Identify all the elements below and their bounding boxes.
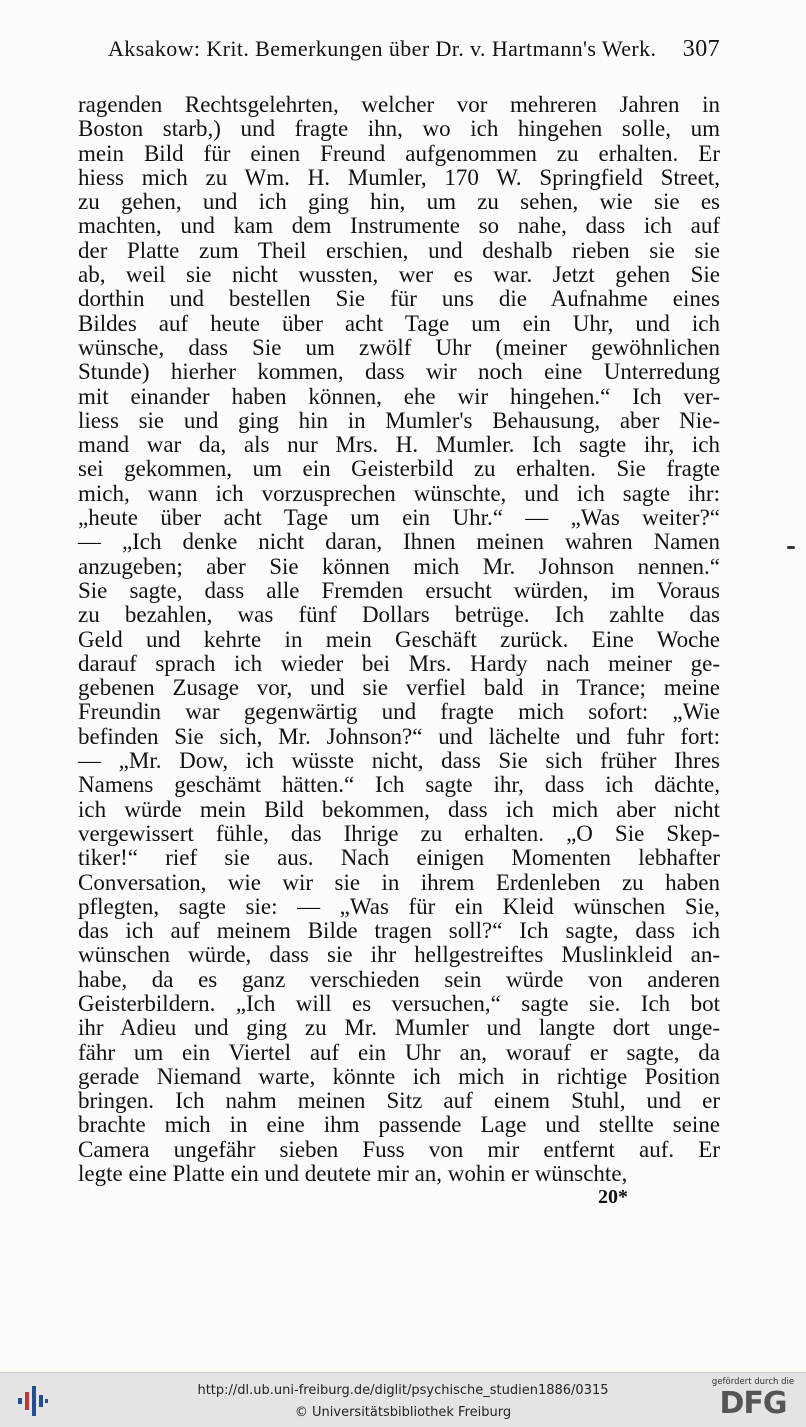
dfg-logo-text: DFG [719, 1386, 787, 1421]
body-text [78, 93, 720, 1186]
text-line: vergewissert fühle, das Ihrige zu erhalten. „O Sie Skep- [78, 820, 720, 846]
text-line: wünschen würde, dass sie ihr hellgestreiftes Muslinkleid an- [78, 942, 720, 968]
text-line: mein Bild für einen Freund aufgenommen zu erhalten. Er [78, 140, 720, 166]
page-number: 307 [682, 36, 720, 62]
text-line: dorthin und bestellen Sie für uns die Aufnahme eines [78, 286, 720, 312]
text-line: mand war da, als nur Mrs. H. Mumler. Ich sagte ihr, ich [78, 432, 720, 458]
text-line: das ich auf meinem Bilde tragen soll?“ Ich sagte, dass ich [78, 918, 720, 944]
text-line: fähr um ein Viertel auf ein Uhr an, worauf er sagte, da [78, 1039, 720, 1065]
source-url-link[interactable]: http://dl.ub.uni-freiburg.de/diglit/psychische_studien1886/0315 [197, 1383, 609, 1398]
text-line: Geisterbildern. „Ich will es versuchen,“ sagte sie. Ich bot [78, 990, 720, 1016]
viewer-footer [0, 1372, 806, 1427]
text-line: ragenden Rechtsgelehrten, welcher vor mehreren Jahren in [78, 92, 720, 117]
text-line: gebenen Zusage vor, und sie verfiel bald in Trance; meine [78, 675, 720, 701]
text-line: ihr Adieu und ging zu Mr. Mumler und langte dort unge- [78, 1015, 720, 1041]
copyright-text: © Universitätsbibliothek Freiburg [294, 1405, 512, 1420]
text-line: zu bezahlen, was fünf Dollars betrüge. Ich zahlte das [78, 602, 720, 628]
text-line: pflegten, sagte sie: — „Was für ein Kleid wünschen Sie, [78, 893, 720, 919]
text-line: — „Mr. Dow, ich wüsste nicht, dass Sie sich früher Ihres [78, 748, 720, 774]
text-line: zu gehen, und ich ging hin, um zu sehen, wie sie es [78, 189, 720, 215]
text-line: Bildes auf heute über acht Tage um ein Uhr, und ich [78, 310, 720, 336]
text-line: legte eine Platte ein und deutete mir an, wohin er wünschte, [78, 1161, 628, 1187]
dfg-logo [710, 1377, 796, 1425]
running-head-title: Aksakow: Krit. Bemerkungen über Dr. v. Hartmann's Werk. [108, 36, 657, 61]
text-line: darauf sprach ich wieder bei Mrs. Hardy nach meiner ge- [78, 650, 720, 676]
text-line: Camera ungefähr sieben Fuss von mir entfernt auf. Er [78, 1136, 720, 1162]
text-line: „heute über acht Tage um ein Uhr.“ — „Was weiter?“ [78, 505, 720, 531]
text-line: befinden Sie sich, Mr. Johnson?“ und lächelte und fuhr fort: [78, 723, 720, 749]
text-line: machten, und kam dem Instrumente so nahe, dass ich auf [78, 213, 720, 239]
text-line: Conversation, wie wir sie in ihrem Erdenleben zu haben [78, 869, 720, 895]
text-line: Geld und kehrte in mein Geschäft zurück. Eine Woche [78, 626, 720, 652]
text-line: — „Ich denke nicht daran, Ihnen meinen wahren Namen [78, 529, 720, 555]
text-line: ab, weil sie nicht wussten, wer es war. Jetzt gehen Sie [78, 262, 720, 288]
text-line: brachte mich in eine ihm passende Lage und stellte seine [78, 1112, 720, 1138]
text-line: bringen. Ich nahm meinen Sitz auf einem Stuhl, und er [78, 1088, 720, 1114]
text-line: sei gekommen, um ein Geisterbild zu erhalten. Sie fragte [78, 456, 720, 482]
text-line: der Platte zum Theil erschien, und deshalb rieben sie sie [78, 237, 720, 263]
text-line: Boston starb,) und fragte ihn, wo ich hingehen solle, um [78, 116, 720, 142]
margin-mark [787, 546, 795, 549]
text-line: habe, da es ganz verschieden sein würde von anderen [78, 966, 720, 992]
text-line: Namens geschämt hätten.“ Ich sagte ihr, dass ich dächte, [78, 772, 720, 798]
text-line: mit einander haben können, ehe wir hingehen.“ Ich ver- [78, 383, 720, 409]
text-line: ich würde mein Bild bekommen, dass ich mich aber nicht [78, 796, 720, 822]
text-line: anzugeben; aber Sie können mich Mr. Johnson nennen.“ [78, 553, 720, 579]
text-line: mich, wann ich vorzusprechen wünschte, und ich sagte ihr: [78, 480, 720, 506]
text-line: hiess mich zu Wm. H. Mumler, 170 W. Springfield Street, [78, 164, 720, 190]
dfg-caption: gefördert durch die [711, 1377, 795, 1387]
text-line: Sie sagte, dass alle Fremden ersucht würden, im Voraus [78, 577, 720, 603]
running-head [78, 36, 720, 76]
text-line: gerade Niemand warte, könnte ich mich in richtige Position [78, 1063, 720, 1089]
text-line: tiker!“ rief sie aus. Nach einigen Momenten lebhafter [78, 845, 720, 871]
text-line: Freundin war gegenwärtig und fragte mich sofort: „Wie [78, 699, 720, 725]
text-line: Stunde) hierher kommen, dass wir noch eine Unterredung [78, 359, 720, 385]
text-line: liess sie und ging hin in Mumler's Behausung, aber Nie- [78, 407, 720, 433]
signature-mark: 20* [598, 1186, 628, 1208]
text-line: wünsche, dass Sie um zwölf Uhr (meiner gewöhnlichen [78, 334, 720, 360]
